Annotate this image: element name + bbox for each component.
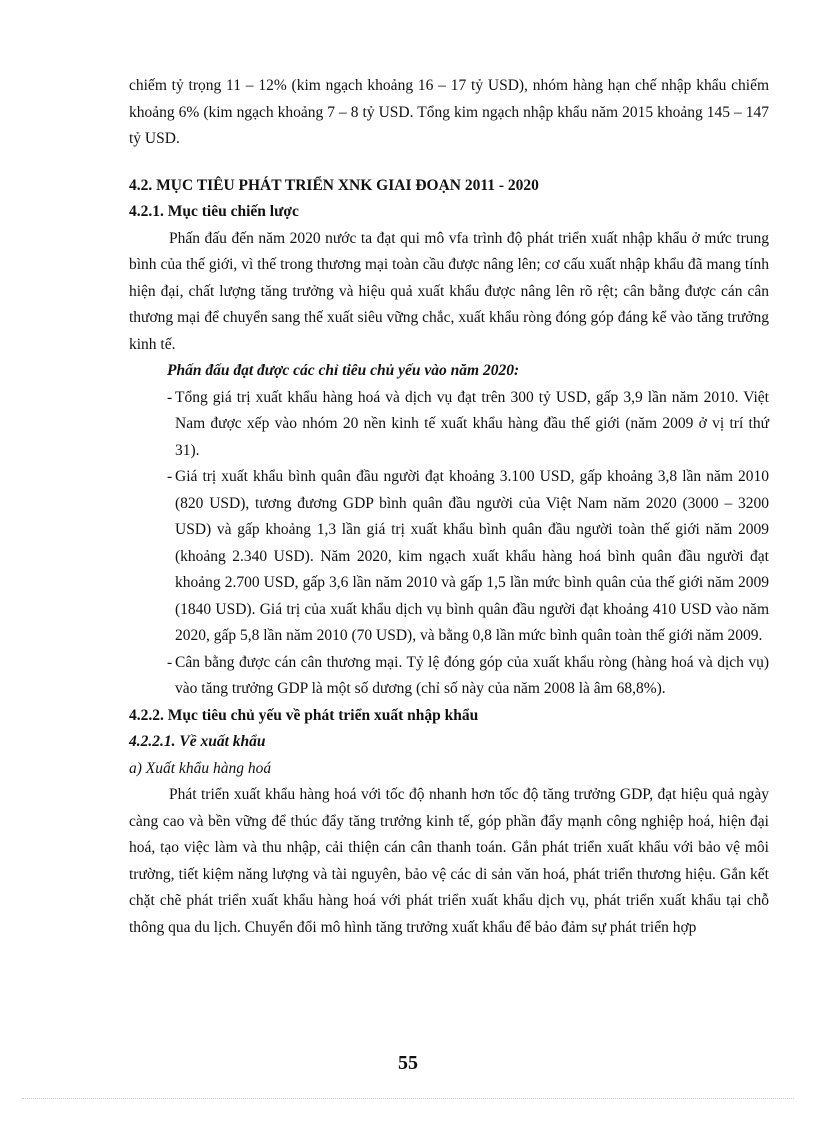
subsubsection-heading-export: 4.2.2.1. Về xuất khẩu	[129, 733, 266, 750]
dash-bullet: -	[167, 468, 173, 485]
list-item-text: Tổng giá trị xuất khẩu hàng hoá và dịch vụ đạt trên 300 tỷ USD, gấp 3,9 lần năm 2010. Việt Nam được xếp vào nhóm 20 nền kinh tế xuất khẩu hàng đầu thế giới (năm 2009 ở vị trí thứ 31).	[175, 388, 769, 459]
footer-divider	[22, 1098, 794, 1099]
list-item	[129, 650, 769, 703]
list-item	[129, 464, 769, 650]
targets-list	[129, 385, 769, 703]
list-item	[129, 385, 769, 465]
dash-bullet: -	[167, 388, 173, 406]
targets-heading: Phấn đấu đạt được các chỉ tiêu chủ yếu vào năm 2020:	[167, 362, 520, 379]
export-paragraph: Phát triển xuất khẩu hàng hoá với tốc độ nhanh hơn tốc độ tăng trưởng GDP, đạt hiệu quả ngày càng cao và bền vững để thúc đẩy tăng trưởng kinh tế, góp phần đẩy mạnh công nghiệp hoá, hiện đại hoá, tạo việc làm và thu nhập, cải thiện cán cân thanh toán. Gắn phát triển xuất khẩu với bảo vệ môi trường, tiết kiệm năng lượng và tài nguyên, bảo vệ các di sản văn hoá, phát triển thương hiệu. Gắn kết chặt chẽ phát triển xuất khẩu hàng hoá với phát triển xuất khẩu dịch vụ, phát triển xuất khẩu tại chỗ thông qua du lịch. Chuyển đổi mô hình tăng trưởng xuất khẩu để bảo đảm sự phát triển hợp	[129, 786, 769, 936]
dash-bullet: -	[167, 653, 173, 671]
list-item-text: Cân bằng được cán cân thương mại. Tỷ lệ đóng góp của xuất khẩu ròng (hàng hoá và dịch vụ) vào tăng trưởng GDP là một số dương (chỉ số này của năm 2008 là âm 68,8%).	[175, 653, 769, 697]
page-number: 55	[398, 1052, 418, 1074]
list-item-text: Giá trị xuất khẩu bình quân đầu người đạt khoảng 3.100 USD, gấp khoảng 3,8 lần năm 2010 (820 USD), tương đương GDP bình quân đầu người của Việt Nam năm 2020 (3000 – 3200 USD) và gấp khoảng 1,3 lần giá trị xuất khẩu bình quân đầu người toàn thế giới năm 2009 (khoảng 2.340 USD). Năm 2020, kim ngạch xuất khẩu hàng hoá bình quân đầu người đạt khoảng 2.700 USD, gấp 3,6 lần năm 2010 và gấp 1,5 lần mức bình quân của thế giới năm 2009 (1840 USD). Giá trị của xuất khẩu dịch vụ bình quân đầu người đạt khoảng 410 USD vào năm 2020, gấp 5,8 lần năm 2010 (70 USD), và bằng 0,8 lần mức bình quân toàn thế giới năm 2009.	[175, 468, 769, 644]
subsection-heading-strategic: 4.2.1. Mục tiêu chiến lược	[129, 203, 299, 220]
subsection-heading-main-goals: 4.2.2. Mục tiêu chủ yếu về phát triển xuất nhập khẩu	[129, 706, 479, 724]
item-heading-goods-export: a) Xuất khẩu hàng hoá	[129, 759, 272, 777]
strategic-paragraph: Phấn đấu đến năm 2020 nước ta đạt qui mô vfa trình độ phát triển xuất nhập khẩu ở mức trung bình của thế giới, vì thế trong thương mại toàn cầu được nâng lên; cơ cấu xuất nhập khẩu đã mang tính hiện đại, chất lượng tăng trưởng và hiệu quả xuất khẩu được nâng lên rõ rệt; cân bằng được cán cân thương mại để chuyển sang thế xuất siêu vững chắc, xuất khẩu ròng đóng góp đáng kể vào tăng trưởng kinh tế.	[129, 229, 769, 353]
section-heading: 4.2. MỤC TIÊU PHÁT TRIỂN XNK GIAI ĐOẠN 2011 - 2020	[129, 176, 539, 194]
intro-paragraph: chiếm tỷ trọng 11 – 12% (kim ngạch khoảng 16 – 17 tỷ USD), nhóm hàng hạn chế nhập khẩu chiếm khoảng 6% (kim ngạch khoảng 7 – 8 tỷ USD. Tổng kim ngạch nhập khẩu năm 2015 khoảng 145 – 147 tỷ USD.	[129, 77, 769, 147]
document-page	[129, 73, 769, 941]
